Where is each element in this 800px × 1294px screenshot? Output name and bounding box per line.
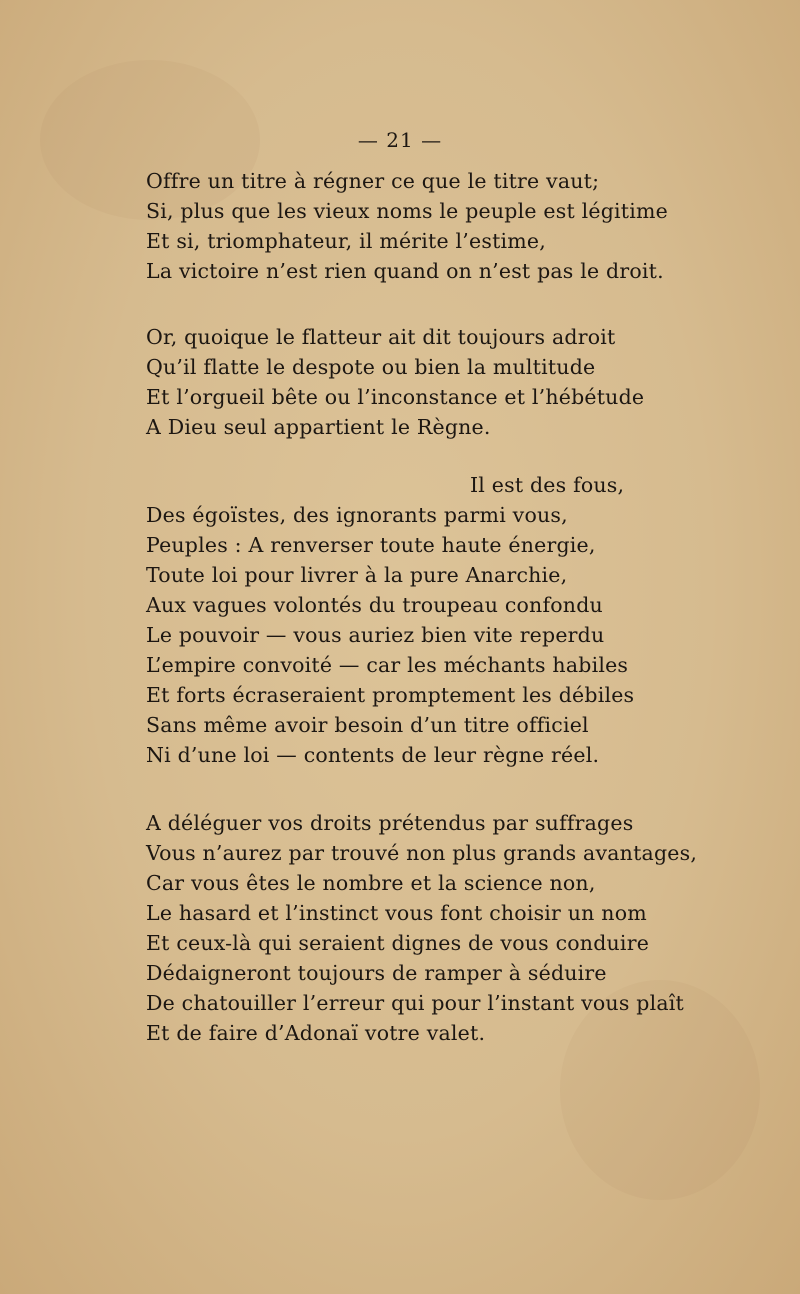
verse-line: Des égoïstes, des ignorants parmi vous, xyxy=(146,503,568,527)
verse-line: Le hasard et l’instinct vous font choisir un nom xyxy=(146,901,647,925)
stanza-2 xyxy=(146,322,666,442)
verse-line: La victoire n’est rien quand on n’est pas le droit. xyxy=(146,259,664,283)
verse-line: A Dieu seul appartient le Règne. xyxy=(146,415,491,439)
verse-line: De chatouiller l’erreur qui pour l’instant vous plaît xyxy=(146,991,684,1015)
stanza-4 xyxy=(146,808,698,1048)
verse-line: Qu’il flatte le despote ou bien la multitude xyxy=(146,355,596,379)
verse-line: Et de faire d’Adonaï votre valet. xyxy=(146,1021,486,1045)
verse-line: Et forts écraseraient promptement les débiles xyxy=(146,683,635,707)
verse-line: Et si, triomphateur, il mérite l’estime, xyxy=(146,229,546,253)
verse-line: Et ceux-là qui seraient dignes de vous conduire xyxy=(146,931,650,955)
verse-line: Car vous êtes le nombre et la science non, xyxy=(146,871,596,895)
verse-line: Vous n’aurez par trouvé non plus grands avantages, xyxy=(146,841,698,865)
stanza-1 xyxy=(146,166,666,286)
verse-line: Toute loi pour livrer à la pure Anarchie, xyxy=(146,563,568,587)
verse-line: Et l’orgueil bête ou l’inconstance et l’hébétude xyxy=(146,385,645,409)
verse-line: A déléguer vos droits prétendus par suffrages xyxy=(146,811,634,835)
verse-line: Offre un titre à régner ce que le titre vaut; xyxy=(146,169,600,193)
verse-line: L’empire convoité — car les méchants habiles xyxy=(146,653,629,677)
stanza-3 xyxy=(146,470,666,770)
verse-line: Si, plus que les vieux noms le peuple est légitime xyxy=(146,199,668,223)
verse-line: Or, quoique le flatteur ait dit toujours adroit xyxy=(146,325,616,349)
verse-line: Dédaigneront toujours de ramper à séduire xyxy=(146,961,607,985)
verse-line: Peuples : A renverser toute haute énergie, xyxy=(146,533,596,557)
verse-line: Le pouvoir — vous auriez bien vite reperdu xyxy=(146,623,605,647)
verse-line: Sans même avoir besoin d’un titre officiel xyxy=(146,713,589,737)
verse-line-indented: Il est des fous, xyxy=(470,473,625,497)
page-number: — 21 — xyxy=(357,128,443,152)
verse-line: Aux vagues volontés du troupeau confondu xyxy=(146,593,603,617)
verse-line: Ni d’une loi — contents de leur règne réel. xyxy=(146,743,600,767)
